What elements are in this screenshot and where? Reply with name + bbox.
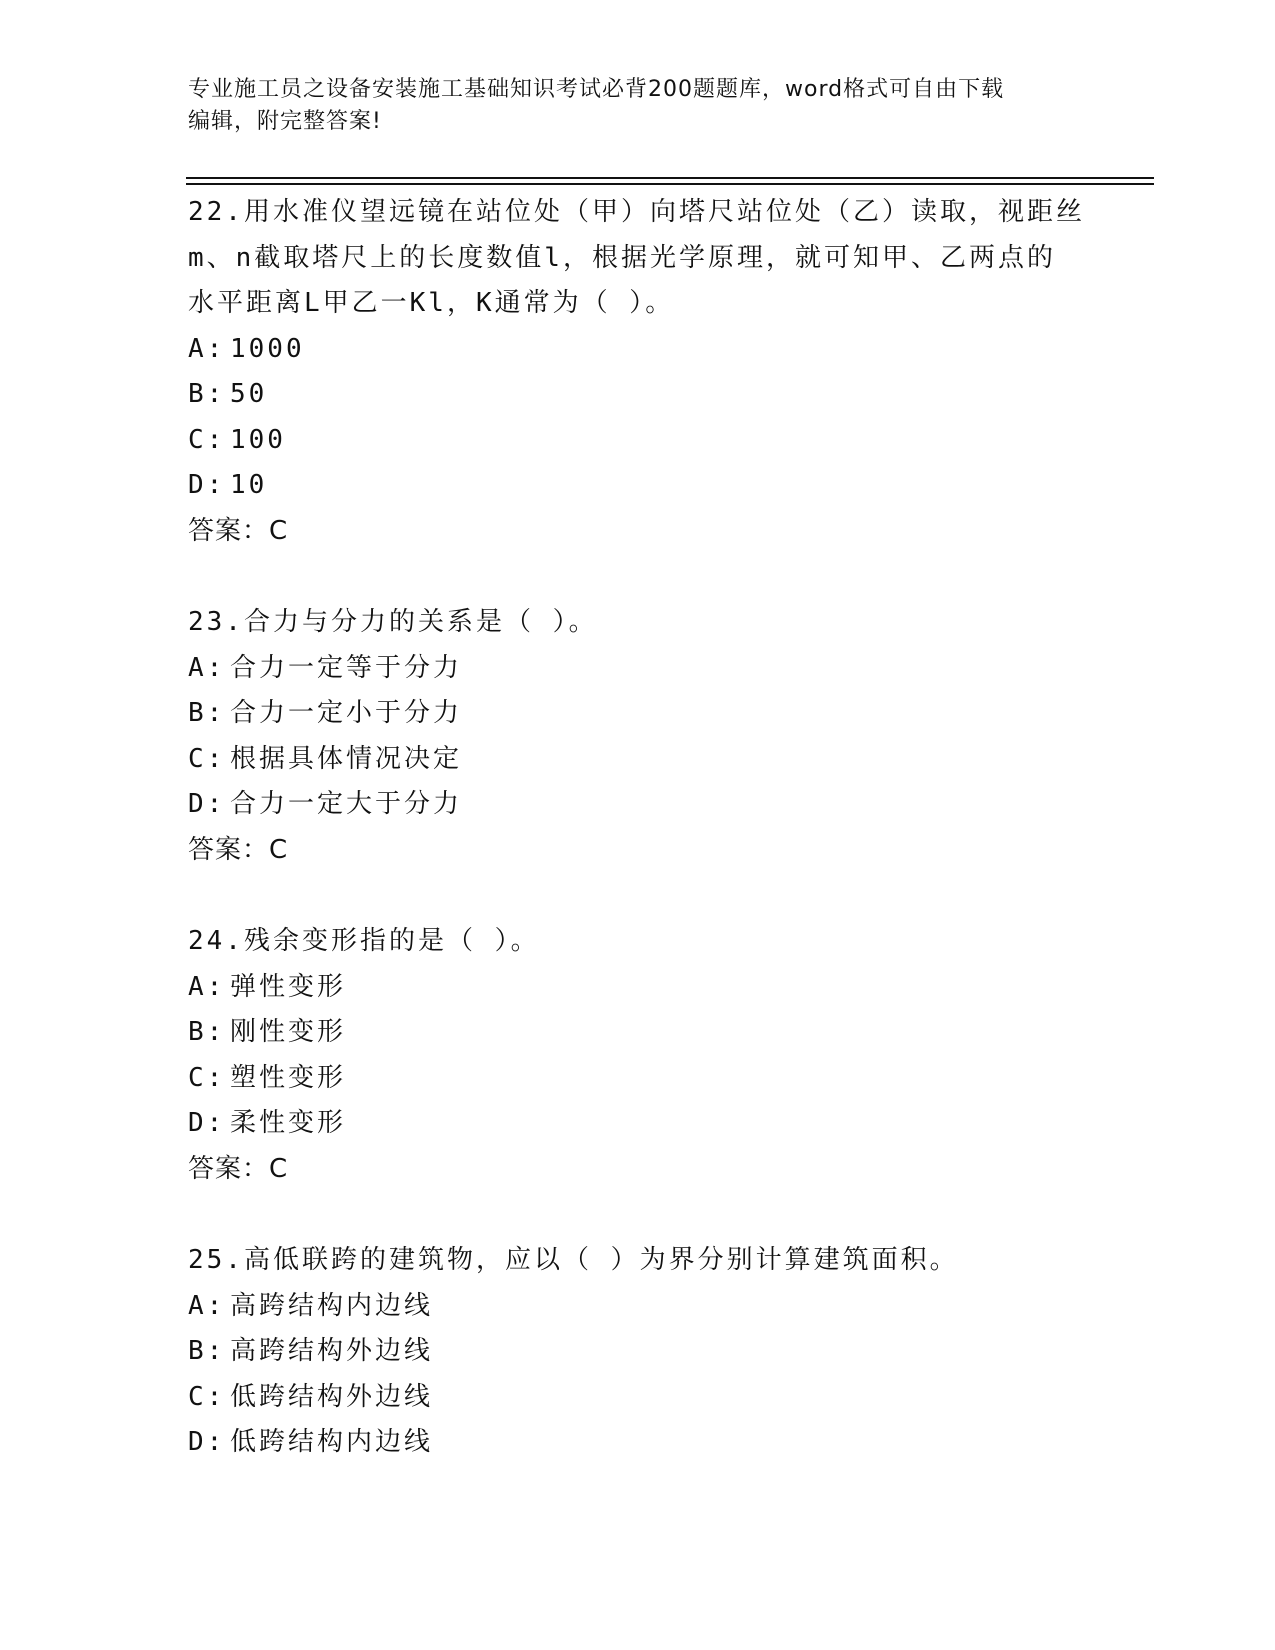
option-key: A:: [188, 1290, 226, 1321]
option-a: [188, 1284, 1148, 1330]
option-key: B:: [188, 379, 226, 409]
option-key: A:: [188, 333, 226, 364]
option-key: B:: [188, 1017, 226, 1047]
option-text: 10: [230, 470, 268, 500]
option-text: 柔性变形: [230, 1108, 347, 1138]
answer-line: 答案：C: [188, 1153, 289, 1184]
header-rule-top: [186, 177, 1154, 179]
header-rule-bottom: [186, 183, 1154, 185]
option-b: [188, 691, 1148, 737]
question-stem-line: 24.残余变形指的是（ ）。: [188, 926, 540, 956]
option-b: [188, 1010, 1148, 1056]
option-text: 塑性变形: [230, 1062, 347, 1093]
option-key: B:: [188, 698, 226, 728]
option-key: D:: [188, 789, 226, 819]
option-text: 50: [230, 379, 268, 409]
option-key: D:: [188, 1108, 226, 1138]
option-key: D:: [188, 1427, 226, 1457]
question-23: [188, 600, 1148, 873]
option-key: C:: [188, 1062, 226, 1093]
answer-line: 答案：C: [188, 834, 289, 865]
option-a: [188, 965, 1148, 1011]
option-d: [188, 782, 1148, 828]
option-text: 弹性变形: [230, 971, 347, 1002]
option-text: 高跨结构外边线: [230, 1336, 434, 1366]
option-d: [188, 1420, 1148, 1466]
question-22: [188, 190, 1148, 554]
option-key: A:: [188, 971, 226, 1002]
question-list: [188, 190, 1148, 1466]
question-stem: [188, 600, 1148, 646]
answer-line: 答案：C: [188, 515, 289, 546]
question-stem-line: 22.用水准仪望远镜在站位处（甲）向塔尺站位处（乙）读取，视距丝: [188, 197, 1085, 227]
option-text: 1000: [230, 333, 305, 364]
option-text: 合力一定大于分力: [230, 789, 463, 819]
header-title-line-2: 编辑，附完整答案!: [188, 109, 382, 134]
option-text: 100: [230, 424, 286, 455]
option-b: [188, 1329, 1148, 1375]
option-key: B:: [188, 1336, 226, 1366]
question-25: [188, 1238, 1148, 1466]
option-text: 低跨结构外边线: [230, 1381, 434, 1412]
option-text: 低跨结构内边线: [230, 1427, 434, 1457]
question-stem-line: 水平距离L甲乙一Kl，K通常为（ ）。: [188, 288, 675, 318]
option-a: [188, 646, 1148, 692]
option-text: 根据具体情况决定: [230, 743, 463, 774]
option-d: [188, 463, 1148, 509]
option-key: C:: [188, 424, 226, 455]
document-header: [188, 74, 1088, 138]
option-text: 高跨结构内边线: [230, 1290, 434, 1321]
option-c: [188, 737, 1148, 783]
question-stem: [188, 1238, 1148, 1284]
option-key: D:: [188, 470, 226, 500]
option-c: [188, 418, 1148, 464]
option-key: A:: [188, 652, 226, 683]
question-stem: [188, 190, 1148, 327]
option-d: [188, 1101, 1148, 1147]
option-text: 合力一定等于分力: [230, 652, 463, 683]
option-text: 合力一定小于分力: [230, 698, 463, 728]
option-text: 刚性变形: [230, 1017, 347, 1047]
option-key: C:: [188, 743, 226, 774]
question-stem: [188, 919, 1148, 965]
option-a: [188, 327, 1148, 373]
option-b: [188, 372, 1148, 418]
option-c: [188, 1056, 1148, 1102]
question-stem-line: m、n截取塔尺上的长度数值l，根据光学原理，就可知甲、乙两点的: [188, 242, 1056, 273]
option-c: [188, 1375, 1148, 1421]
question-stem-line: 23.合力与分力的关系是（ ）。: [188, 607, 598, 637]
option-key: C:: [188, 1381, 226, 1412]
question-stem-line: 25.高低联跨的建筑物，应以（ ）为界分别计算建筑面积。: [188, 1245, 959, 1275]
header-title-line-1: 专业施工员之设备安装施工基础知识考试必背200题题库，word格式可自由下载: [188, 77, 1005, 102]
question-24: [188, 919, 1148, 1192]
